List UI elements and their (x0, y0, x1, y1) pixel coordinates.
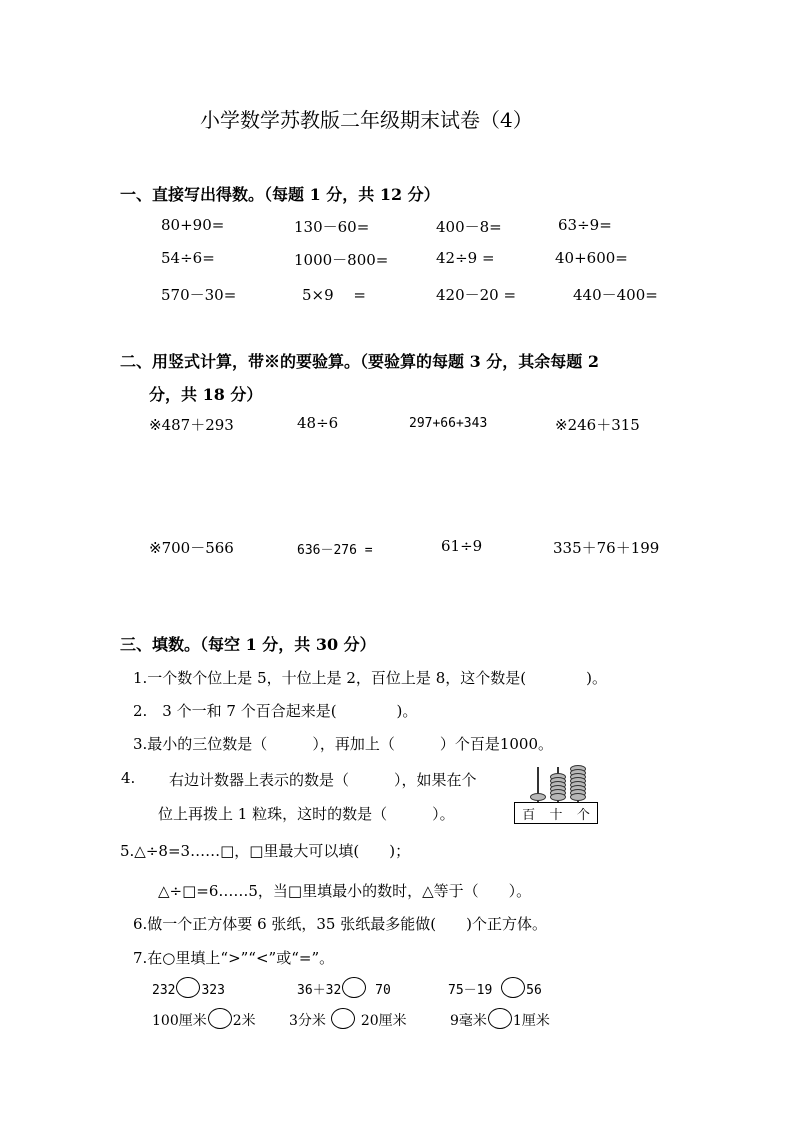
s1-item: 570－30= (161, 286, 237, 304)
s2-item: 297+66+343 (409, 416, 488, 431)
s2-item: ※246＋315 (555, 416, 640, 434)
q5-line1: 5.△÷8=3……□，□里最大可以填( )； (120, 842, 411, 860)
compare-item: 75－19 56 (448, 977, 542, 998)
compare-circle (501, 977, 525, 998)
s1-item: 440－400= (573, 286, 658, 304)
compare-item: 36＋32 70 (297, 977, 391, 998)
compare-circle (331, 1008, 355, 1029)
section1-heading: 一、直接写出得数。（每题 1 分，共 12 分） (120, 185, 440, 204)
q3: 3.最小的三位数是（ ），再加上（ ）个百是1000。 (133, 735, 553, 753)
compare-item: 232 323 (152, 977, 225, 998)
abacus-base (514, 802, 598, 824)
s1-item: 420－20 = (436, 286, 517, 304)
s1-item: 130－60= (294, 218, 370, 236)
abacus-bead (550, 793, 566, 801)
abacus-label-tens: 十 (549, 807, 563, 823)
compare-circle (176, 977, 200, 998)
q4-line1: 右边计数器上表示的数是（ ），如果在个 (169, 771, 477, 789)
abacus-bead (570, 793, 586, 801)
s1-item: 1000－800= (294, 251, 389, 269)
q1: 1.一个数个位上是 5，十位上是 2，百位上是 8，这个数是( )。 (133, 669, 607, 687)
q4-line2: 位上再拨上 1 粒珠，这时的数是（ ）。 (158, 805, 455, 823)
compare-item: 3分米 20厘米 (289, 1008, 407, 1030)
s1-item: 400－8= (436, 218, 502, 236)
compare-item: 100厘米 2米 (152, 1008, 256, 1030)
s1-item: 42÷9 = (436, 249, 495, 267)
s2-item: 61÷9 (441, 537, 483, 555)
section3-heading: 三、填数。（每空 1 分，共 30 分） (120, 635, 376, 654)
page-title: 小学数学苏教版二年级期末试卷（4） (200, 108, 533, 132)
compare-item: 9毫米 1厘米 (450, 1008, 550, 1030)
s1-item: 5×9 = (302, 286, 366, 304)
section2-heading-cont: 分，共 18 分） (149, 385, 263, 404)
s1-item: 80+90= (161, 216, 225, 234)
q5-line2: △÷□=6……5，当□里填最小的数时，△等于（ ）。 (158, 882, 532, 900)
s1-item: 54÷6= (161, 249, 215, 267)
s2-item: 335＋76＋199 (553, 539, 660, 557)
abacus-label-ones: 个 (576, 807, 590, 823)
compare-circle (488, 1008, 512, 1029)
section2-heading: 二、用竖式计算，带※的要验算。（要验算的每题 3 分，其余每题 2 (120, 352, 599, 371)
q4-number: 4. (121, 769, 136, 787)
abacus-bead (530, 793, 546, 801)
s1-item: 63÷9= (558, 216, 612, 234)
s2-item: 48÷6 (297, 414, 339, 432)
s2-item: ※487＋293 (149, 416, 234, 434)
q6: 6.做一个正方体要 6 张纸，35 张纸最多能做( )个正方体。 (133, 915, 547, 933)
q7: 7.在○里填上“>”“<”或“=”。 (133, 949, 335, 967)
s2-item: 636－276 = (297, 543, 373, 558)
s2-item: ※700－566 (149, 539, 234, 557)
abacus-label-hundreds: 百 (522, 807, 536, 823)
s1-item: 40+600= (555, 249, 628, 267)
counting-frame (514, 767, 598, 825)
q2: 2. 3 个一和 7 个百合起来是( )。 (133, 702, 418, 720)
compare-circle (342, 977, 366, 998)
compare-circle (208, 1008, 232, 1029)
